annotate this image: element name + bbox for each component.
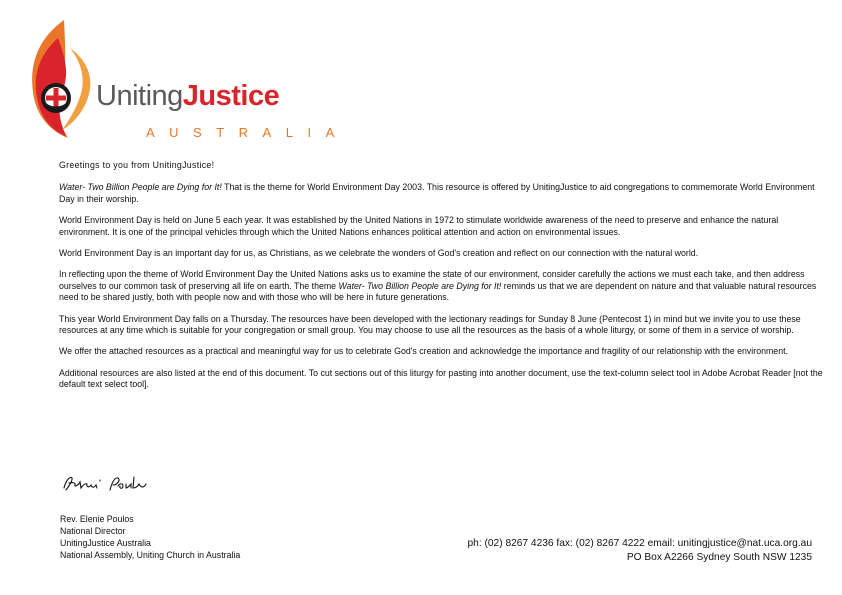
paragraph-reflecting [59,269,825,303]
greeting: Greetings to you from UnitingJustice! [59,160,215,170]
brand-name [96,80,279,112]
paragraph-reflecting-after: reminds us that we are dependent on nature and that valuable natural resources need to be shared justly, both with people now and with those who will be here in future generations. [59,280,817,303]
signatory-organisation: UnitingJustice Australia [60,538,151,548]
theme-title: Water- Two Billion People are Dying for It! [59,182,222,193]
contact-footer [468,537,813,565]
handwritten-signature [60,472,150,494]
contact-postal-address: PO Box A2266 Sydney South NSW 1235 [626,552,812,563]
contact-phone-email: ph: (02) 8267 4236 fax: (02) 8267 4222 email: unitingjustice@nat.uca.org.au [467,538,812,549]
signatory-assembly: National Assembly, Uniting Church in Australia [60,550,241,560]
signatory-role: National Director [60,526,126,536]
paragraph-about-day: World Environment Day is held on June 5 each year. It was established by the United Nations in 1972 to stimulate worldwide awareness of the need to preserve and enhance the natural environment. It is one of the principal vehicles through which the United Nations enhances political attention and action on environmental issues. [59,215,779,237]
unitingjustice-logo [18,18,349,148]
theme-title-inline: Water- Two Billion People are Dying for It! [338,280,502,291]
paragraph-christians: World Environment Day is an important day for us, as Christians, as we celebrate the wonders of God's creation and reflect on our connection with the natural world. [59,248,699,259]
brand-country: AUSTRALIA [146,125,349,140]
paragraph-this-year: This year World Environment Day falls on a Thursday. The resources have been developed with the lectionary readings for Sunday 8 June (Pentecost 1) in mind but we invite you to use these resources at any time which is suitable for your congregation or small group. You may choose to use all the resources as the basis of a whole liturgy, or some of them in a service of worship. [59,313,801,336]
signatory-name: Rev. Elenie Poulos [60,514,134,524]
paragraph-theme-text: That is the theme for World Environment Day 2003. This resource is offered by UnitingJustice to aid congregations to commemorate World Environment Day in their worship. [59,182,815,204]
letter-body [59,160,825,401]
paragraph-additional: Additional resources are also listed at the end of this document. To cut sections out of this liturgy for pasting into another document, use the text-column select tool in Adobe Acrobat Reader [not the default text select tool]. [59,367,823,390]
paragraph-theme [59,182,825,205]
brand-name-bold: Justice [182,80,280,112]
flame-cross-icon [18,18,98,148]
paragraph-offer: We offer the attached resources as a practical and meaningful way for us to celebrate God's creation and acknowledge the importance and fragility of our relationship with the environment. [59,346,788,357]
paragraph-reflecting-before: In reflecting upon the theme of World Environment Day the United Nations asks us to examine the state of our environment, consider carefully the actions we must each take, and then address ourselves to our common task of preserving all life on earth. The theme [59,269,805,291]
brand-name-light: Uniting [96,80,183,112]
signature-block [60,513,240,561]
